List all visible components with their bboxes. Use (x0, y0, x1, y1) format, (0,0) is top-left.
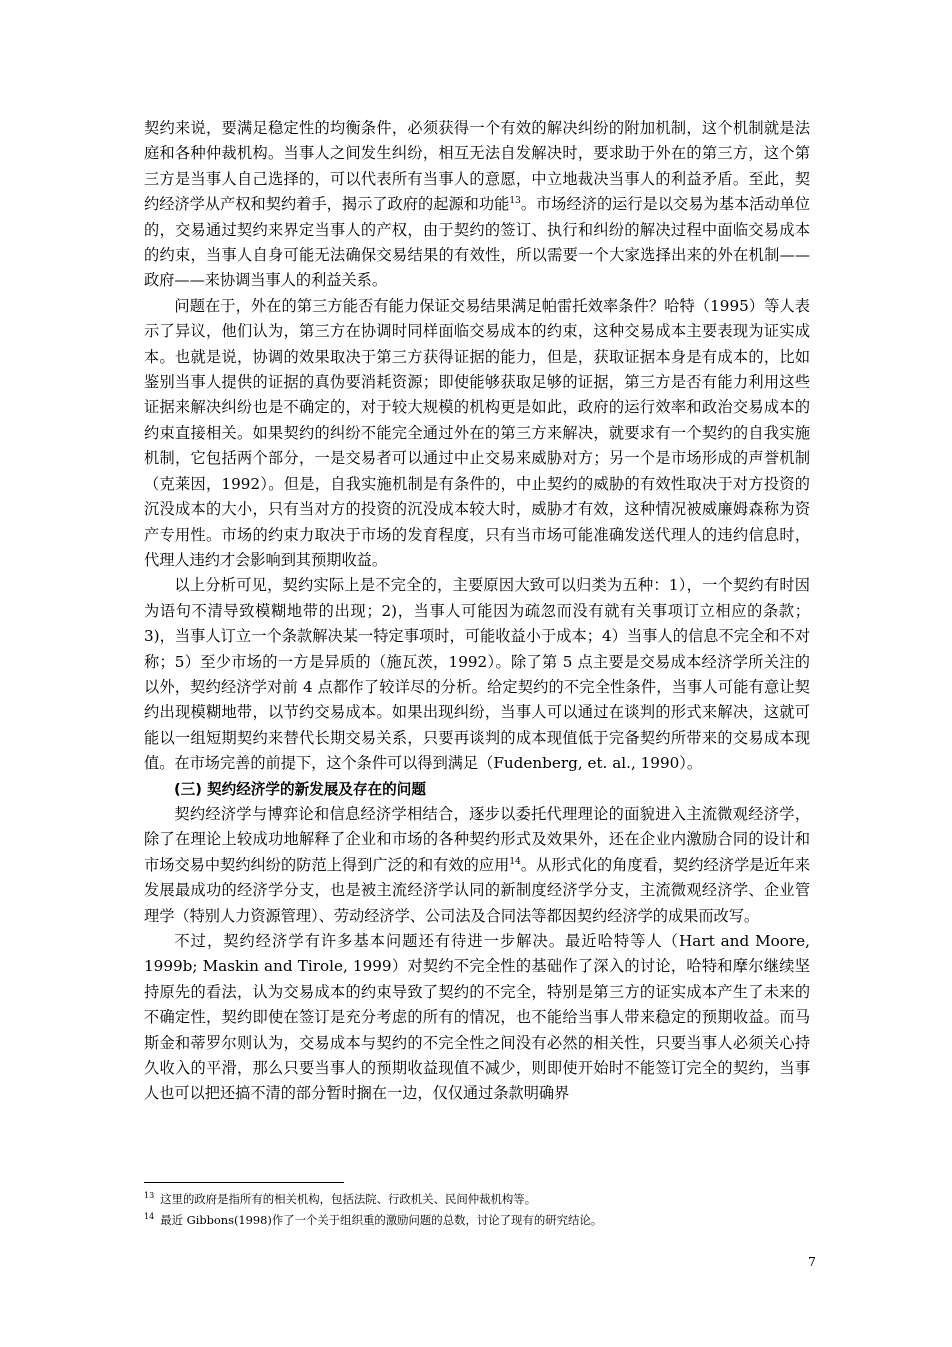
paragraph-1-part-b: 。市场经济的运行是以交易为基本活动单位的，交易通过契约来界定当事人的产权，由于契约的签订、执行和纠纷的解决过程中面临交易成本的约束，当事人自身可能无法确保交易结果的有效性，所以需要一个大家选择出来的外在机制——政府——来协调当事人的利益关系。 (144, 195, 811, 290)
paragraph-1 (144, 116, 810, 294)
paragraph-3: 以上分析可见，契约实际上是不完全的，主要原因大致可以归类为五种：1），一个契约有时因为语句不清导致模糊地带的出现；2)，当事人可能因为疏忽而没有就有关事项订立相应的条款；3)，当事人订立一个条款解决某一特定事项时，可能收益小于成本；4）当事人的信息不完全和不对称；5）至少市场的一方是异质的（施瓦茨，1992）。除了第 5 点主要是交易成本经济学所关注的以外，契约经济学对前 4 点都作了较详尽的分析。给定契约的不完全性条件，当事人可能有意让契约出现模糊地带，以节约交易成本。如果出现纠纷，当事人可以通过在谈判的形式来解决，这就可能以一组短期契约来替代长期交易关系，只要再谈判的成本现值低于完备契约所带来的交易成本现值。在市场完善的前提下，这个条件可以得到满足（Fudenberg, et. al., 1990）。 (144, 576, 810, 773)
paragraph-2: 问题在于，外在的第三方能否有能力保证交易结果满足帕雷托效率条件？哈特（1995）等人表示了异议，他们认为，第三方在协调时同样面临交易成本的约束，这种交易成本主要表现为证实成本。也就是说，协调的效果取决于第三方获得证据的能力，但是，获取证据本身是有成本的，比如鉴别当事人提供的证据的真伪要消耗资源；即使能够获取足够的证据，第三方是否有能力利用这些证据来解决纠纷也是不确定的，对于较大规模的机构更是如此，政府的运行效率和政治交易成本的约束直接相关。如果契约的纠纷不能完全通过外在的第三方来解决，就要求有一个契约的自我实施机制，它包括两个部分，一是交易者可以通过中止交易来威胁对方；另一个是市场形成的声誉机制（克莱因，1992）。但是，自我实施机制是有条件的，中止契约的威胁的有效性取决于对方投资的沉没成本的大小，只有当对方的投资的沉没成本较大时，威胁才有效，这种情况被威廉姆森称为资产专用性。市场的约束力取决于市场的发育程度，只有当市场可能准确发送代理人的违约信息时，代理人违约才会影响到其预期收益。 (144, 296, 810, 569)
paragraph-5: 不过，契约经济学有许多基本问题还有待进一步解决。最近哈特等人（Hart and Moore, 1999b; Maskin and Tirole, 1999）对契约不完全性的基础作了深入的讨论，哈特和摩尔继续坚持原先的看法，认为交易成本的约束导致了契约的不完全，特别是第三方的证实成本产生了未来的不确定性，契约即使在签订是充分考虑的所有的情况，也不能给当事人带来稳定的预期收益。而马斯金和蒂罗尔则认为，交易成本与契约的不完全性之间没有必然的相关性，只要当事人必须关心持久收入的平滑，那么只要当事人的预期收益现值不减少，则即使开始时不能签订完全的契约，当事人也可以把还搞不清的部分暂时搁在一边，仅仅通过条款明确界 (144, 932, 810, 1103)
paragraph-4-part-b: 。从形式化的角度看，契约经济学是近年来发展最成功的经济学分支，也是被主流经济学认同的新制度经济学分支，主流微观经济学、企业管理学（特别人力资源管理）、劳动经济学、公司法及合同法等都因契约经济学的成果而改写。 (144, 855, 811, 925)
footnote-ref-13: 13 (509, 196, 521, 207)
paragraph-1-part-a: 契约来说，要满足稳定性的均衡条件，必须获得一个有效的解决纠纷的附加机制，这个机制就是法庭和各种仲裁机构。当事人之间发生纠纷，相互无法自发解决时，要求助于外在的第三方，这个第三方是当事人自己选择的，可以代表所有当事人的意愿，中立地裁决当事人的利益矛盾。至此，契约经济学从产权和契约着手，揭示了政府的起源和功能 (144, 119, 810, 214)
footnote-divider (144, 1182, 344, 1183)
page-number: 7 (808, 1254, 816, 1269)
footnote-13 (144, 1189, 810, 1210)
paragraph-4-part-a: 契约经济学与博弈论和信息经济学相结合，逐步以委托代理理论的面貌进入主流微观经济学，除了在理论上较成功地解释了企业和市场的各种契约形式及效果外，还在企业内激励合同的设计和市场交易中契约纠纷的防范上得到广泛的和有效的应用 (144, 804, 810, 874)
footnotes (144, 1189, 810, 1231)
paragraph-4 (144, 802, 810, 929)
footnote-number: 14 (144, 1212, 155, 1222)
footnote-14 (144, 1210, 810, 1231)
footnote-ref-14: 14 (509, 856, 521, 867)
footnote-number: 13 (144, 1191, 155, 1201)
body-text (144, 116, 810, 1107)
footnote-text: 这里的政府是指所有的相关机构，包括法院、行政机关、民间仲裁机构等。 (160, 1192, 537, 1206)
footnote-text: 最近 Gibbons(1998)作了一个关于组织重的激励问题的总数，讨论了现有的研究结论。 (160, 1213, 603, 1227)
section-heading: (三) 契约经济学的新发展及存在的问题 (174, 780, 426, 798)
